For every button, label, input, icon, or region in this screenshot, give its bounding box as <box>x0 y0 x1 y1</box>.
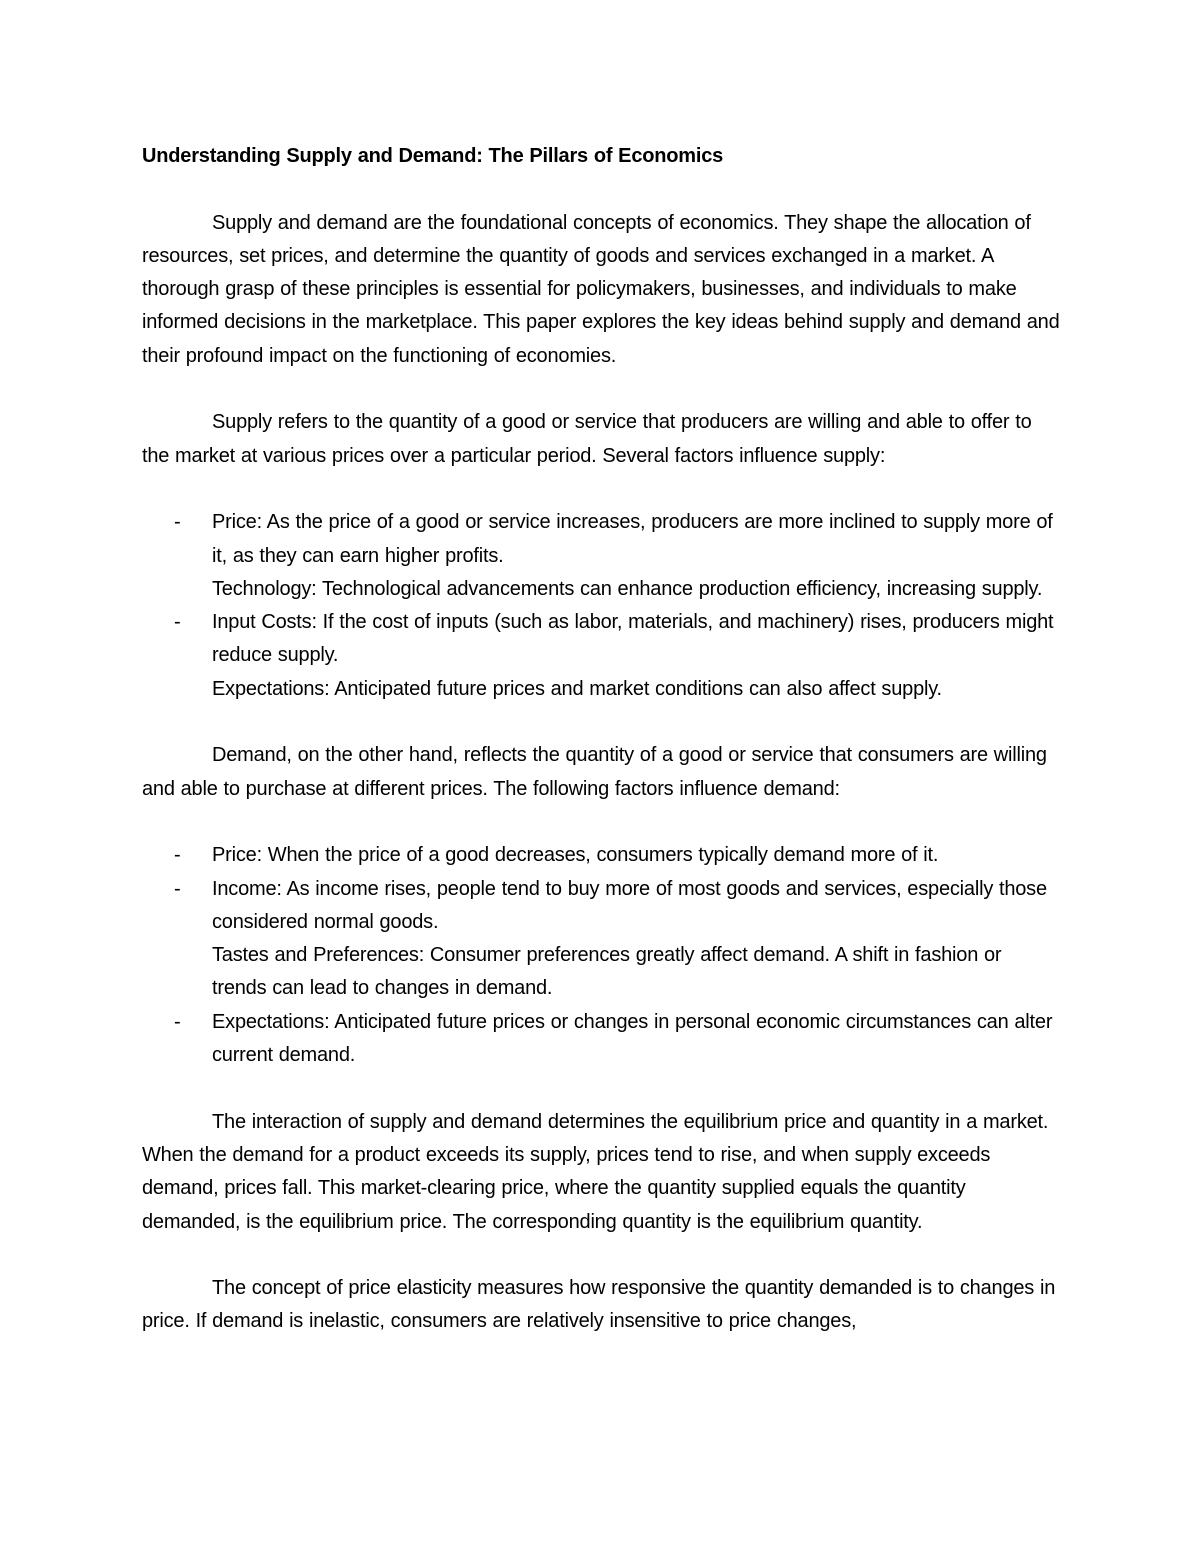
list-item-text: Input Costs: If the cost of inputs (such as labor, materials, and machinery) rises, producers might reduce supply. <box>212 611 1054 667</box>
list-item <box>142 939 1060 1006</box>
list-dash: - <box>174 511 181 534</box>
list-item-text: Expectations: Anticipated future prices and market conditions can also affect supply. <box>212 677 942 700</box>
demand-paragraph: Demand, on the other hand, reflects the quantity of a good or service that consumers are willing and able to purchase at different prices. The following factors influence demand: <box>142 744 1047 800</box>
equilibrium-paragraph: The interaction of supply and demand determines the equilibrium price and quantity in a market. When the demand for a product exceeds its supply, prices tend to rise, and when supply exceeds demand, prices fall. This market-clearing price, where the quantity supplied equals the quantity demanded, is the equilibrium price. The corresponding quantity is the equilibrium quantity. <box>142 1110 1049 1233</box>
list-item-text: Tastes and Preferences: Consumer preferences greatly affect demand. A shift in fashion or trends can lead to changes in demand. <box>212 944 1002 1000</box>
list-item-text: Price: As the price of a good or service increases, producers are more inclined to supply more of it, as they can earn higher profits. <box>212 511 1053 567</box>
list-item <box>142 506 1060 573</box>
list-item-text: Technology: Technological advancements can enhance production efficiency, increasing supply. <box>212 577 1043 600</box>
intro-paragraph: Supply and demand are the foundational concepts of economics. They shape the allocation of resources, set prices, and determine the quantity of goods and services exchanged in a market. A thorough grasp of these principles is essential for policymakers, businesses, and individuals to make informed decisions in the marketplace. This paper explores the key ideas behind supply and demand and their profound impact on the functioning of economies. <box>142 211 1060 367</box>
demand-factors-list <box>142 839 1060 1072</box>
list-item-text: Price: When the price of a good decreases, consumers typically demand more of it. <box>212 844 939 867</box>
list-item-text: Expectations: Anticipated future prices or changes in personal economic circumstances can alter current demand. <box>212 1010 1053 1067</box>
list-item <box>142 573 1060 606</box>
list-item <box>142 1006 1060 1073</box>
list-item <box>142 673 1060 706</box>
document-body <box>142 140 1060 1339</box>
list-dash: - <box>174 1010 181 1033</box>
document-title: Understanding Supply and Demand: The Pillars of Economics <box>142 145 724 167</box>
list-dash: - <box>174 877 181 900</box>
list-item <box>142 873 1060 940</box>
list-dash: - <box>174 844 181 867</box>
supply-paragraph: Supply refers to the quantity of a good or service that producers are willing and able to offer to the market at various prices over a particular period. Several factors influence supply: <box>142 411 1032 467</box>
elasticity-paragraph: The concept of price elasticity measures how responsive the quantity demanded is to changes in price. If demand is inelastic, consumers are relatively insensitive to price changes, <box>142 1277 1056 1333</box>
list-item <box>142 606 1060 673</box>
supply-factors-list <box>142 506 1060 706</box>
list-item <box>142 839 1060 872</box>
list-dash: - <box>174 611 181 634</box>
list-item-text: Income: As income rises, people tend to buy more of most goods and services, especially those considered normal goods. <box>212 877 1047 933</box>
